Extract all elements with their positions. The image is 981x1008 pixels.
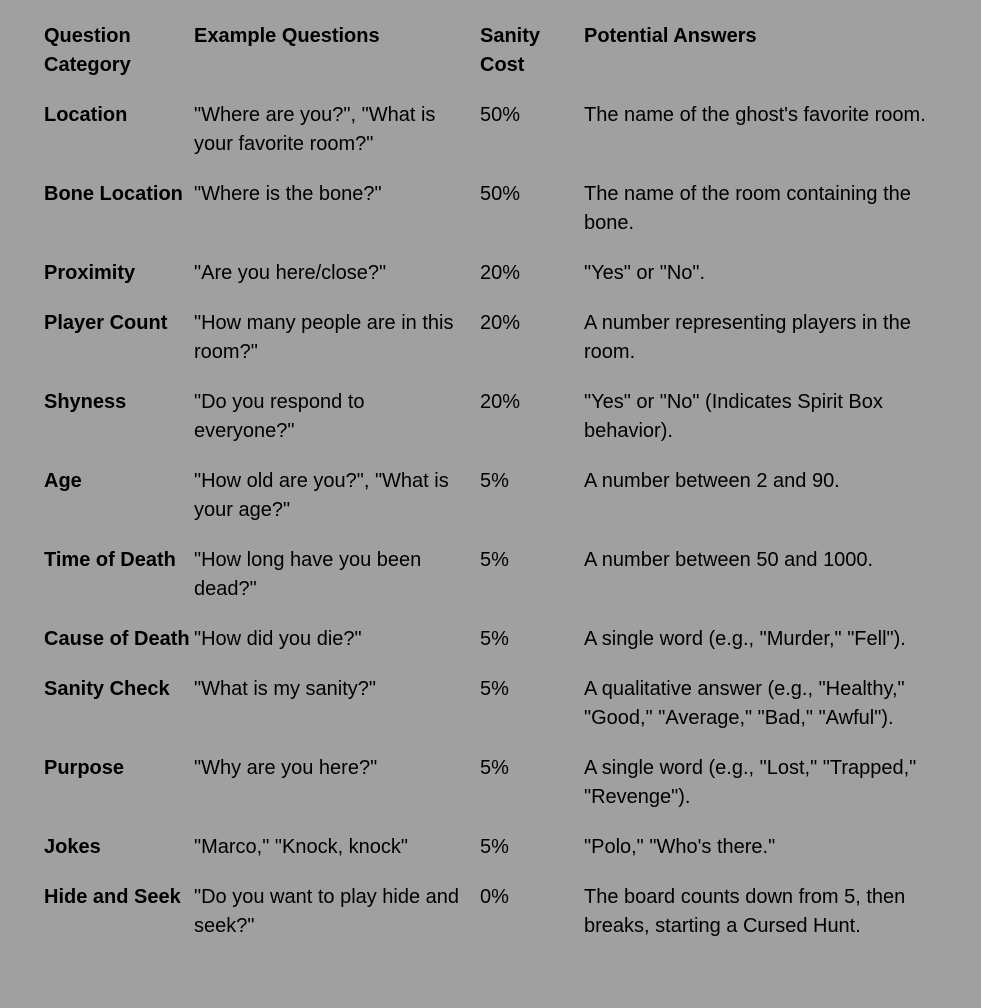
- cell-cost: 20%: [480, 262, 521, 284]
- table-container: [44, 22, 959, 962]
- cell-category: Age: [44, 470, 82, 492]
- cell-questions: "How did you die?": [194, 628, 362, 650]
- cell-answers: The name of the ghost's favorite room.: [584, 104, 926, 126]
- cell-cost: 0%: [480, 886, 509, 908]
- cell-answers: A qualitative answer (e.g., "Healthy," "Good," "Average," "Bad," "Awful").: [584, 678, 905, 729]
- cell-category: Cause of Death: [44, 628, 190, 650]
- cell-category: Hide and Seek: [44, 886, 181, 908]
- cell-questions: "How old are you?", "What is your age?": [194, 470, 449, 521]
- cell-category: Jokes: [44, 836, 101, 858]
- cell-answers: A number between 2 and 90.: [584, 470, 840, 492]
- cell-questions: "Are you here/close?": [194, 262, 387, 284]
- cell-answers: A single word (e.g., "Murder," "Fell").: [584, 628, 906, 650]
- cell-cost: 50%: [480, 183, 521, 205]
- table-row: [44, 259, 959, 309]
- table-row: [44, 101, 959, 180]
- table-row: [44, 546, 959, 625]
- question-table: [44, 22, 959, 962]
- cell-questions: "What is my sanity?": [194, 678, 377, 700]
- cell-cost: 20%: [480, 391, 521, 413]
- table-row: [44, 883, 959, 962]
- cell-answers: The name of the room containing the bone.: [584, 183, 911, 234]
- cell-cost: 5%: [480, 628, 509, 650]
- cell-answers: A number between 50 and 1000.: [584, 549, 874, 571]
- header-sanity-cost: Sanity Cost: [480, 25, 541, 76]
- cell-questions: "Why are you here?": [194, 757, 378, 779]
- cell-questions: "Marco," "Knock, knock": [194, 836, 409, 858]
- table-row: [44, 625, 959, 675]
- header-example-questions: Example Questions: [194, 25, 380, 47]
- cell-questions: "Do you want to play hide and seek?": [194, 886, 460, 937]
- cell-category: Player Count: [44, 312, 168, 334]
- cell-questions: "Where are you?", "What is your favorite room?": [194, 104, 436, 155]
- cell-category: Purpose: [44, 757, 125, 779]
- table-row: [44, 675, 959, 754]
- cell-category: Proximity: [44, 262, 136, 284]
- cell-category: Bone Location: [44, 183, 183, 205]
- cell-cost: 5%: [480, 836, 509, 858]
- cell-answers: A single word (e.g., "Lost," "Trapped," "Revenge").: [584, 757, 917, 808]
- cell-questions: "Do you respond to everyone?": [194, 391, 365, 442]
- header-potential-answers: Potential Answers: [584, 25, 757, 47]
- table-row: [44, 754, 959, 833]
- table-row: [44, 388, 959, 467]
- table-row: [44, 309, 959, 388]
- cell-questions: "Where is the bone?": [194, 183, 382, 205]
- cell-category: Sanity Check: [44, 678, 170, 700]
- cell-answers: "Yes" or "No".: [584, 262, 706, 284]
- cell-questions: "How long have you been dead?": [194, 549, 422, 600]
- cell-category: Shyness: [44, 391, 127, 413]
- header-question-category: Question Category: [44, 25, 131, 76]
- table-row: [44, 833, 959, 883]
- table-row: [44, 467, 959, 546]
- cell-answers: The board counts down from 5, then breaks, starting a Cursed Hunt.: [584, 886, 906, 937]
- table-body: [44, 101, 959, 962]
- cell-cost: 5%: [480, 470, 509, 492]
- header-row: [44, 22, 959, 101]
- cell-cost: 5%: [480, 549, 509, 571]
- cell-cost: 5%: [480, 678, 509, 700]
- cell-answers: "Polo," "Who's there.": [584, 836, 776, 858]
- cell-answers: "Yes" or "No" (Indicates Spirit Box behavior).: [584, 391, 883, 442]
- cell-cost: 20%: [480, 312, 521, 334]
- table-row: [44, 180, 959, 259]
- cell-answers: A number representing players in the room.: [584, 312, 911, 363]
- cell-cost: 50%: [480, 104, 521, 126]
- cell-category: Location: [44, 104, 128, 126]
- cell-category: Time of Death: [44, 549, 176, 571]
- cell-questions: "How many people are in this room?": [194, 312, 454, 363]
- table-header: [44, 22, 959, 101]
- cell-cost: 5%: [480, 757, 509, 779]
